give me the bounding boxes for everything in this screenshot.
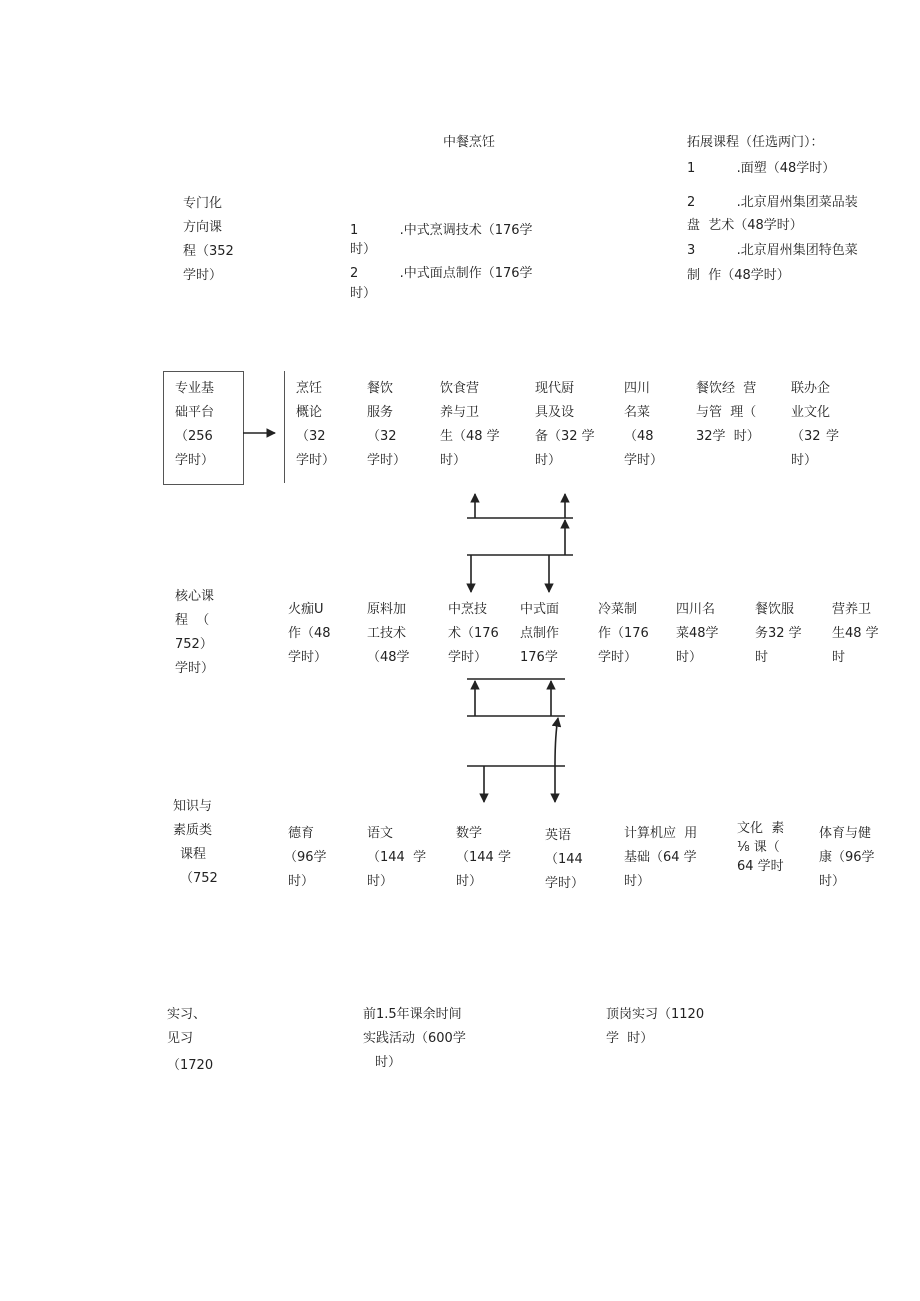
direction-course-line: 时） [350,286,377,301]
course-line: 德育 [288,826,315,841]
course-line: 原料加 [367,602,407,617]
direction-course-line: 时） [350,242,377,257]
course-line: 名菜 [624,405,651,420]
knowledge-label-line: （752 [180,871,218,886]
course-line: （96学 [284,850,327,865]
course-line: 学时） [367,453,407,468]
direction-label-line: 程（352 [183,244,234,259]
course-line: 点制作 [520,626,560,641]
course-line: 菜48学 [676,626,719,641]
course-line: 营养卫 [832,602,872,617]
practice-label-line: （1720 [167,1058,214,1073]
direction-course-line: 1 .中式烹调技术（176学 [350,223,533,238]
course-line: 学 时） [606,1031,654,1046]
extension-title: 拓展课程（任选两门）： [687,135,824,150]
course-line: 时） [367,874,394,889]
course-line: （48 [624,429,654,444]
platform-label-line: 专业基 [175,381,215,396]
course-line: 冷菜制 [598,602,638,617]
course-line: 术（176 [448,626,499,641]
extension-item: 制 作（48学时） [687,268,790,283]
course-line: 前1.5年课余时间 [363,1007,462,1022]
course-line: （32 [367,429,397,444]
course-line: 养与卫 [440,405,480,420]
course-line: 基础（64 学 [624,850,697,865]
core-label-line: 核心课 [175,589,215,604]
course-line: 具及设 [535,405,575,420]
course-line: 32学 时） [696,429,760,444]
platform-label-line: （256 [175,429,213,444]
knowledge-label-line: 课程 [180,847,207,862]
extension-item: 盘 艺术（48学时） [687,218,803,233]
course-line: 概论 [296,405,323,420]
course-line: 作（176 [598,626,649,641]
core-label-line: 程 （ [175,613,210,628]
course-line: 时） [819,874,846,889]
course-line: 时） [791,453,818,468]
course-line: 四川名 [676,602,716,617]
platform-label-line: 学时） [175,453,215,468]
practice-label-line: 见习 [167,1031,194,1046]
course-line: （32 [791,429,821,444]
course-line: 英语 [545,828,572,843]
course-line: 体育与健 [819,826,872,841]
course-line: 时） [288,874,315,889]
course-line: 时） [535,453,562,468]
course-line: 时） [456,874,483,889]
course-line: 计算机应 用 [624,826,698,841]
course-line: 176学 [520,650,558,665]
course-line: 学时） [624,453,664,468]
course-line: 语文 [367,826,394,841]
course-line: 生48 学 [832,626,879,641]
course-line: 服务 [367,405,394,420]
core-label-line: 学时） [175,661,215,676]
course-line: 实践活动（600学 [363,1031,466,1046]
course-line: 中烹技 [448,602,488,617]
direction-label-line: 专门化 [183,196,223,211]
course-line: 64 学时 [737,859,784,874]
direction-label-line: 方向课 [183,220,223,235]
course-line: 时） [624,874,651,889]
course-line: 餐饮服 [755,602,795,617]
course-line: 学时） [598,650,638,665]
course-line: 餐饮 [367,381,394,396]
extension-item: 3 .北京眉州集团特色菜 [687,243,858,258]
course-line: 务32 学 [755,626,802,641]
course-line: 文化 素 [737,821,785,836]
course-line: 学 [826,429,840,444]
course-line: 联办企 [791,381,831,396]
course-line: 学时） [288,650,328,665]
extension-item: 1 .面塑（48学时） [687,161,836,176]
extension-item: 2 .北京眉州集团菜品装 [687,195,858,210]
course-line: 现代厨 [535,381,575,396]
course-line: 时 [832,650,846,665]
course-line: （48学 [367,650,410,665]
direction-course-line: 2 .中式面点制作（176学 [350,266,533,281]
course-line: 业文化 [791,405,831,420]
course-line: 生（48 学 [440,429,500,444]
course-line: 学时） [448,650,488,665]
course-line: 时） [676,650,703,665]
knowledge-label-line: 素质类 [173,823,213,838]
course-line: 饮食营 [440,381,480,396]
course-line: 四川 [624,381,651,396]
course-line: （144 学 [456,850,511,865]
course-line: 时） [375,1055,402,1070]
course-line: 康（96学 [819,850,875,865]
course-line: 中式面 [520,602,560,617]
course-line: ⅛ 课（ [737,840,780,855]
course-line: （144 [545,852,583,867]
course-line: 学时） [545,876,585,891]
course-line: 时） [440,453,467,468]
practice-label-line: 实习、 [167,1007,207,1022]
course-line: 工技术 [367,626,407,641]
core-label-line: 752） [175,637,213,652]
course-line: 烹饪 [296,381,323,396]
knowledge-label-line: 知识与 [173,799,213,814]
course-line: 时 [755,650,769,665]
section-title: 中餐烹饪 [443,135,496,150]
course-line: 顶岗实习（1120 [606,1007,705,1022]
course-line: 火痂U [288,602,324,617]
course-line: 备（32 学 [535,429,595,444]
course-line: 作（48 [288,626,331,641]
course-line: 学时） [296,453,336,468]
arrow-up [555,718,558,766]
course-line: （144 学 [367,850,427,865]
course-line: 餐饮经 营 [696,381,757,396]
course-line: 与管 理（ [696,405,757,420]
course-line: 数学 [456,826,483,841]
direction-label-line: 学时） [183,268,223,283]
course-line: （32 [296,429,326,444]
platform-label-line: 础平台 [175,405,215,420]
